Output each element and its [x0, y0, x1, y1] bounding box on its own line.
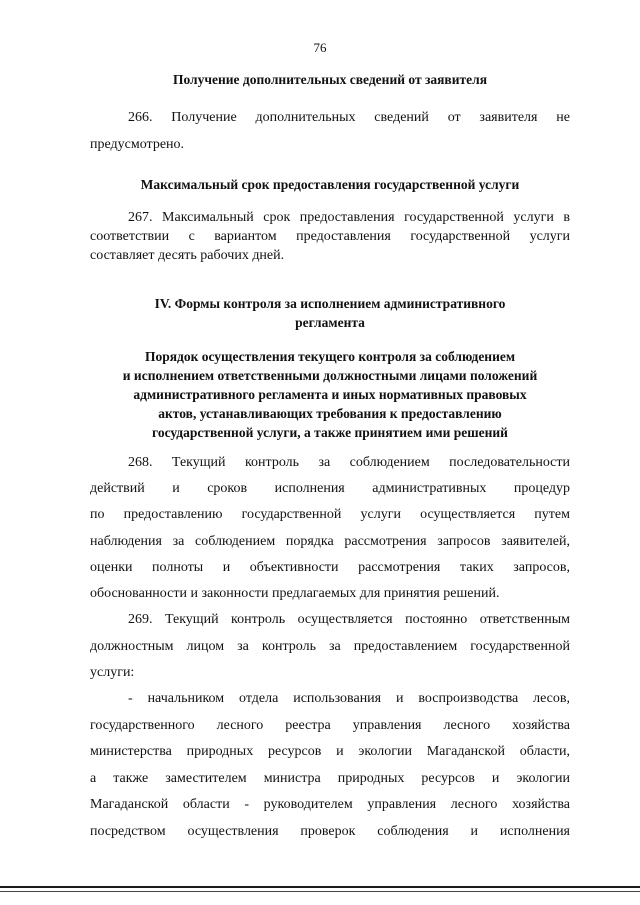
paragraph-line: посредством осуществления проверок соблюдения и исполнения [90, 823, 570, 839]
scan-edge-line-thin [0, 891, 640, 892]
heading-current-control [90, 347, 570, 442]
paragraph-line: 269. Текущий контроль осуществляется постоянно ответственным [128, 612, 570, 627]
paragraph-line: - начальником отдела использования и воспроизводства лесов, [128, 691, 570, 706]
paragraph-line: услуги: [90, 665, 135, 680]
heading-line: Порядок осуществления текущего контроля за соблюдением [144, 349, 516, 364]
paragraph-line: 267. Максимальный срок предоставления государственной услуги в [128, 210, 570, 225]
paragraph-line: должностным лицом за контроль за предоставлением государственной [90, 638, 570, 654]
page-number: 76 [313, 40, 327, 55]
heading-max-term: Максимальный срок предоставления государственной услуги [140, 177, 520, 192]
paragraph-line: Магаданской области - руководителем управления лесного хозяйства [90, 797, 570, 812]
heading-additional-info: Получение дополнительных сведений от заявителя [172, 72, 488, 87]
heading-line: и исполнением ответственными должностными лицами положений [122, 368, 538, 383]
paragraph-line: а также заместителем министра природных ресурсов и экологии [90, 770, 570, 786]
paragraph-line: 268. Текущий контроль за соблюдением последовательности [128, 455, 570, 470]
paragraph-line: министерства природных ресурсов и экологии Магаданской области, [90, 744, 570, 759]
paragraph-line: составляет десять рабочих дней. [90, 248, 285, 263]
paragraph-line: оценки полноты и объективности рассмотрения таких запросов, [90, 559, 570, 575]
paragraph-line: 266. Получение дополнительных сведений от заявителя не [128, 110, 570, 125]
paragraph-line: обоснованности и законности предлагаемых для принятия решений. [90, 586, 500, 602]
paragraph-line: действий и сроков исполнения административных процедур [90, 481, 570, 497]
heading-line: государственной услуги, а также принятием ими решений [152, 425, 508, 440]
heading-section-iv [90, 294, 570, 332]
paragraph-267 [90, 208, 570, 265]
scan-edge-line [0, 886, 640, 888]
paragraph-266 [90, 104, 570, 158]
paragraph-268 [90, 450, 570, 607]
paragraph-line: наблюдения за соблюдением порядка рассмотрения запросов заявителей, [90, 533, 570, 549]
paragraph-responsible-persons [90, 686, 570, 845]
heading-line: регламента [295, 315, 365, 330]
paragraph-line: предусмотрено. [90, 137, 185, 152]
paragraph-line: соответствии с вариантом предоставления государственной услуги [90, 229, 570, 244]
paragraph-line: государственного лесного реестра управления лесного хозяйства [90, 717, 570, 733]
paragraph-line: по предоставлению государственной услуги осуществляется путем [90, 507, 570, 523]
paragraph-269 [90, 607, 570, 687]
heading-line: административного регламента и иных нормативных правовых [133, 387, 527, 402]
heading-line: актов, устанавливающих требования к предоставлению [158, 406, 502, 421]
heading-line: IV. Формы контроля за исполнением административного [154, 296, 506, 311]
